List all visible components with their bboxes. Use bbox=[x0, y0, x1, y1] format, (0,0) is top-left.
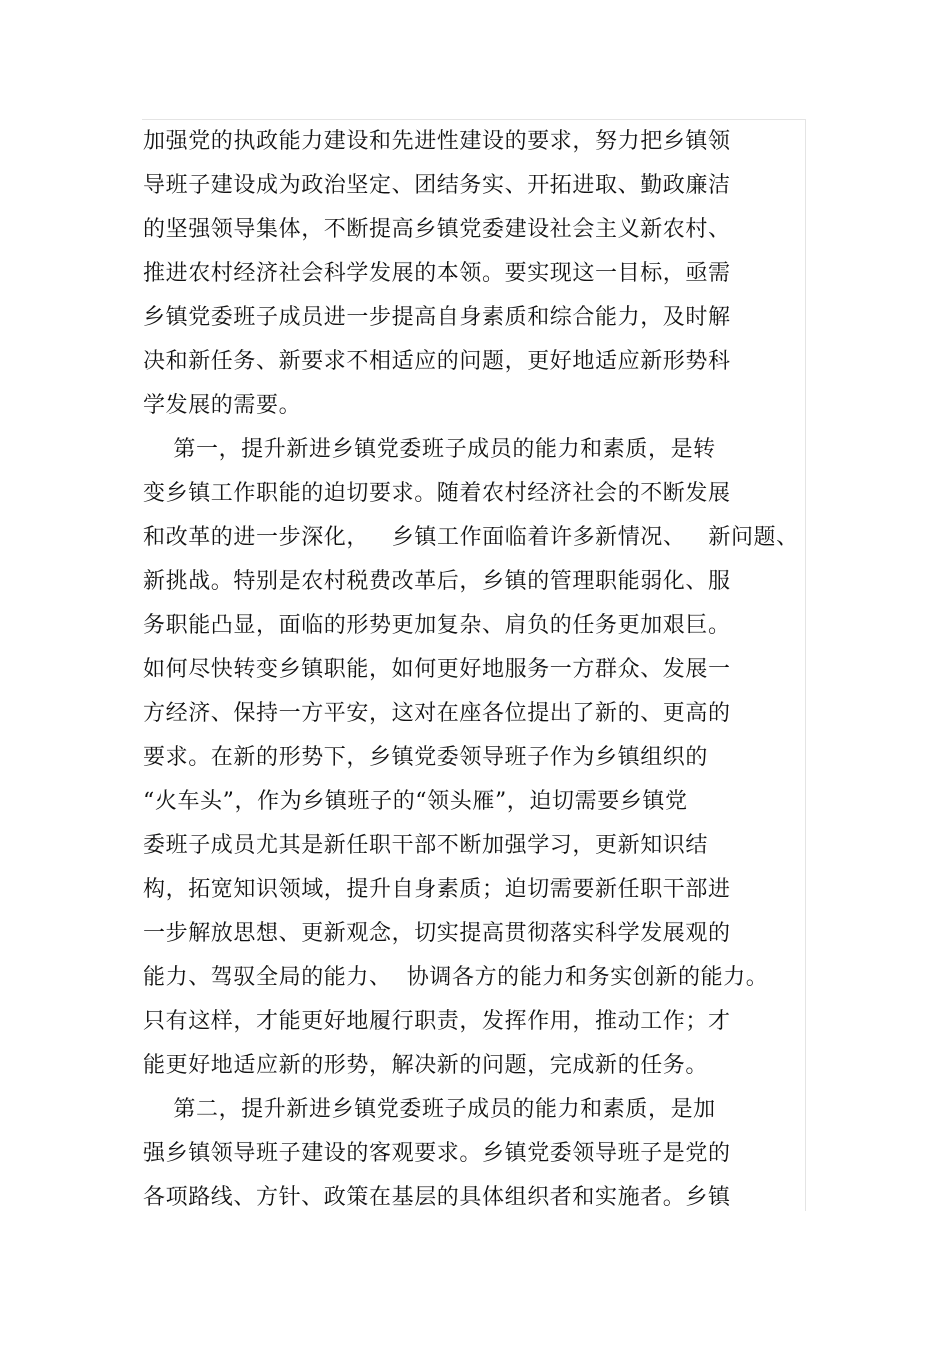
text-line: 推进农村经济社会科学发展的本领。要实现这一目标，亟需 bbox=[143, 261, 731, 286]
paragraph-first-line: 第一，提升新进乡镇党委班子成员的能力和素质，是转 bbox=[143, 437, 716, 462]
text-line: 乡镇党委班子成员进一步提高自身素质和综合能力，及时解 bbox=[143, 305, 731, 330]
text-line: 如何尽快转变乡镇职能，如何更好地服务一方群众、发展一 bbox=[143, 657, 731, 682]
text-line: 务职能凸显，面临的形势更加复杂、肩负的任务更加艰巨。 bbox=[143, 613, 731, 638]
text-line: “火车头”，作为乡镇班子的“领头雁”，迫切需要乡镇党 bbox=[143, 789, 688, 814]
text-line: 新挑战。特别是农村税费改革后，乡镇的管理职能弱化、服 bbox=[143, 569, 731, 594]
text-line: 变乡镇工作职能的迫切要求。随着农村经济社会的不断发展 bbox=[143, 481, 731, 506]
text-line: 学发展的需要。 bbox=[143, 393, 302, 418]
text-line: 能力、驾驭全局的能力、 协调各方的能力和务实创新的能力。 bbox=[143, 965, 769, 990]
text-line: 强乡镇领导班子建设的客观要求。乡镇党委领导班子是党的 bbox=[143, 1141, 731, 1166]
text-line: 要求。在新的形势下，乡镇党委领导班子作为乡镇组织的 bbox=[143, 745, 709, 770]
text-line: 各项路线、方针、政策在基层的具体组织者和实施者。乡镇 bbox=[143, 1185, 731, 1210]
text-line: 和改革的进一步深化， 乡镇工作面临着许多新情况、 新问题、 bbox=[143, 525, 799, 550]
text-line: 能更好地适应新的形势，解决新的问题，完成新的任务。 bbox=[143, 1053, 709, 1078]
text-line: 一步解放思想、更新观念，切实提高贯彻落实科学发展观的 bbox=[143, 921, 731, 946]
text-line: 方经济、保持一方平安，这对在座各位提出了新的、更高的 bbox=[143, 701, 731, 726]
document-body bbox=[143, 120, 843, 1220]
text-line: 委班子成员尤其是新任职干部不断加强学习，更新知识结 bbox=[143, 833, 709, 858]
text-line: 导班子建设成为政治坚定、团结务实、开拓进取、勤政廉洁 bbox=[143, 173, 731, 198]
paragraph-first-line: 第二，提升新进乡镇党委班子成员的能力和素质，是加 bbox=[143, 1097, 716, 1122]
text-line: 的坚强领导集体，不断提高乡镇党委建设社会主义新农村、 bbox=[143, 217, 731, 242]
text-line: 构，拓宽知识领域，提升自身素质；迫切需要新任职干部进 bbox=[143, 877, 731, 902]
text-line: 只有这样，才能更好地履行职责，发挥作用，推动工作；才 bbox=[143, 1009, 731, 1034]
text-line: 加强党的执政能力建设和先进性建设的要求，努力把乡镇领 bbox=[143, 129, 731, 154]
text-line: 决和新任务、新要求不相适应的问题，更好地适应新形势科 bbox=[143, 349, 731, 374]
